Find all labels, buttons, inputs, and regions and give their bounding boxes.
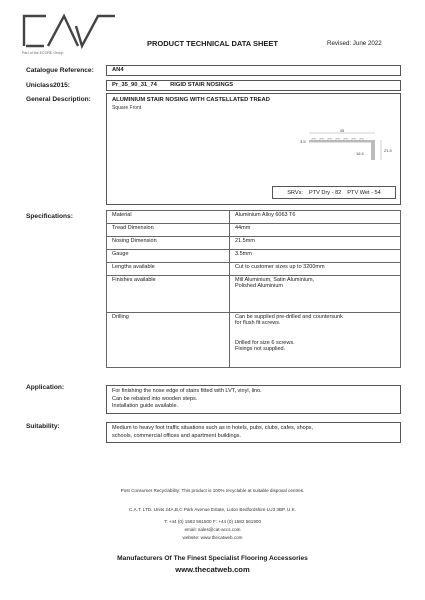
recyclability-note: Post Consumer Recyclability: This product is 100% recyclable at suitable disposal centres. xyxy=(120,488,305,493)
uniclass-code: Pr_35_90_31_74 xyxy=(112,82,157,88)
tagline: Manufacturers Of The Finest Specialist Flooring Accessories xyxy=(117,555,308,562)
suitability-line: schools, commercial offices and apartment buildings. xyxy=(112,432,241,439)
uniclass-name: RIGID STAIR NOSINGS xyxy=(170,82,234,88)
catalogue-value: AN4 xyxy=(112,67,124,73)
suitability-label: Suitability: xyxy=(26,423,60,430)
catalogue-reference xyxy=(106,65,401,76)
srv-wet: PTV Wet - 54 xyxy=(347,189,381,196)
application-box xyxy=(106,385,401,414)
table-row xyxy=(107,313,401,368)
table-row xyxy=(107,237,401,250)
table-row xyxy=(107,263,401,276)
application-line: Installation guide available. xyxy=(112,403,179,410)
drilling-line: for flush fit screws. xyxy=(235,320,281,326)
suitability-line: Medium to heavy foot traffic situations such as in hotels, pubs, clubs, cafes, shops, xyxy=(112,425,314,431)
table-row xyxy=(107,224,401,237)
spec-key: Gauge xyxy=(107,250,230,263)
cat-logo-icon xyxy=(22,12,117,50)
application-label: Application: xyxy=(26,384,65,391)
nosing-profile-drawing xyxy=(290,128,402,164)
dim-inner: 16.5 xyxy=(356,151,364,156)
page-title: PRODUCT TECHNICAL DATA SHEET xyxy=(147,39,278,48)
spec-value xyxy=(230,276,401,313)
spec-key: Finishes available xyxy=(107,276,230,313)
dim-gauge: 3.5 xyxy=(300,139,306,144)
drilling-line: Drilled for size 6 screws. xyxy=(235,340,295,346)
logo-tagline: Part of the ECORE Group xyxy=(22,51,64,55)
finishes-line: Polished Aluminium xyxy=(235,283,283,289)
website-url[interactable]: www.thecatweb.com xyxy=(175,565,250,574)
company-website: website: www.thecatweb.com xyxy=(182,535,243,540)
company-email: email: sales@cat-accs.com xyxy=(184,527,241,532)
general-description-label: General Description: xyxy=(26,96,91,103)
spec-key: Drilling xyxy=(107,313,230,368)
description-subtitle: Square Front xyxy=(112,105,142,111)
description-title: ALUMINIUM STAIR NOSING WITH CASTELLATED TREAD xyxy=(112,97,270,103)
spec-key: Nosing Dimension xyxy=(107,237,230,250)
dim-height: 21.5 xyxy=(384,148,392,153)
revision-date: Revised: June 2022 xyxy=(327,40,382,47)
srv-dry: PTV Dry - 82 xyxy=(308,189,342,196)
table-row xyxy=(107,276,401,313)
spec-key: Tread Dimension xyxy=(107,224,230,237)
spec-value: Aluminium Alloy 6063 T6 xyxy=(230,211,401,224)
uniclass-box xyxy=(106,80,401,91)
suitability-box xyxy=(106,422,401,443)
specifications-label: Specifications: xyxy=(26,213,73,220)
finishes-line: Mill Aluminium, Satin Aluminium, xyxy=(235,277,315,283)
spec-value: 3.5mm xyxy=(230,250,401,263)
spec-value: Cut to customer sizes up to 3200mm xyxy=(230,263,401,276)
dim-width: 45 xyxy=(339,128,345,133)
application-line: For finishing the nose edge of stairs fitted with LVT, vinyl, lino. xyxy=(112,388,262,394)
spec-value: 44mm xyxy=(230,224,401,237)
srv-label: SRVs: xyxy=(287,189,303,196)
specifications-table xyxy=(106,210,401,368)
catalogue-label: Catalogue Reference: xyxy=(26,67,94,74)
drilling-line: Fixings not supplied. xyxy=(235,346,286,352)
spec-key: Material xyxy=(107,211,230,224)
drilling-line: Can be supplied pre-drilled and countersunk xyxy=(235,314,343,320)
spec-key: Lengths available xyxy=(107,263,230,276)
spec-value xyxy=(230,313,401,368)
spec-value: 21.5mm xyxy=(230,237,401,250)
table-row xyxy=(107,250,401,263)
table-row xyxy=(107,211,401,224)
uniclass-label: Uniclass2015: xyxy=(26,82,70,89)
srv-box xyxy=(272,186,396,199)
company-phone: T: +44 (0) 1582 561500 F: +44 (0) 1582 561900 xyxy=(163,519,262,524)
application-line: Can be rebated into wooden steps. xyxy=(112,395,198,402)
company-address: C.A.T. LTD. Units 24A,B,C Park Avenue Estate, Luton Bedfordshire LU3 3BP. U.K. xyxy=(129,507,296,512)
